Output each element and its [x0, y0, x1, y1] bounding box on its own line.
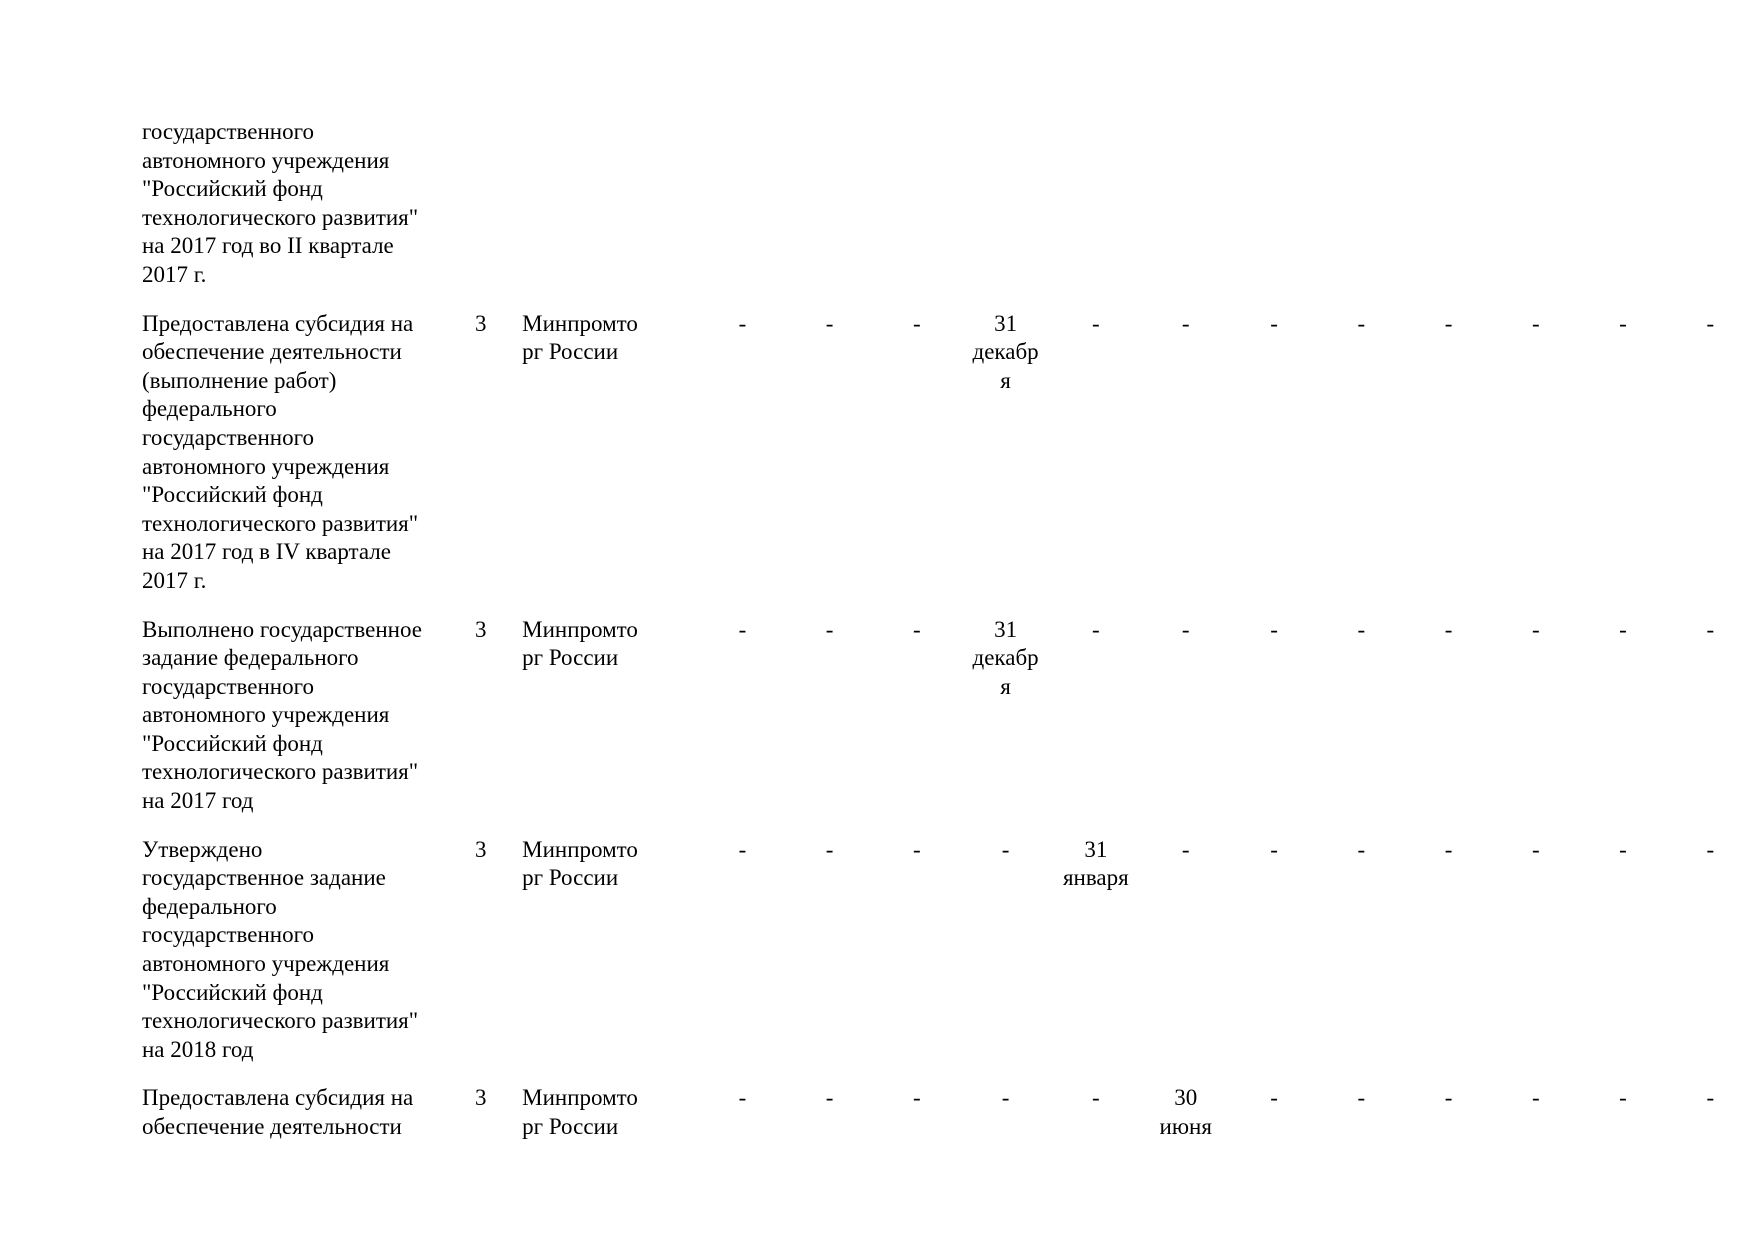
period-cell: -: [1531, 836, 1540, 862]
period-cell: -: [825, 310, 834, 336]
period-cell: [1492, 118, 1579, 310]
period-cell: -: [1270, 310, 1278, 336]
schedule-table: [142, 118, 1754, 1162]
period-cell: -: [1706, 836, 1715, 862]
event-description: Выполнено государственное задание федерального государственного автономного учреждения "Российский фонд технологического развития" на 2017 год: [142, 616, 422, 814]
period-cell: -: [1531, 310, 1540, 336]
period-cell: -: [1181, 836, 1190, 862]
event-type-number: 3: [475, 1085, 487, 1111]
period-cell: -: [1619, 836, 1627, 862]
period-cell: 31 декабр я: [972, 616, 1039, 699]
period-cell: -: [1270, 836, 1278, 862]
period-cell: -: [913, 310, 921, 336]
period-cell: -: [1706, 616, 1715, 642]
period-cell: -: [1357, 616, 1366, 642]
period-cell: -: [1357, 1085, 1366, 1111]
responsible-organization: Минпромто рг России: [522, 310, 638, 365]
table-row: [142, 118, 1754, 310]
period-cell: [873, 118, 960, 310]
period-cell: -: [1270, 1085, 1278, 1111]
period-cell: 30 июня: [1159, 1085, 1212, 1139]
period-cell: -: [825, 1085, 834, 1111]
event-type-number: [454, 118, 507, 310]
period-cell: -: [1001, 836, 1010, 862]
period-cell: -: [1092, 616, 1100, 642]
period-cell: -: [913, 616, 921, 642]
period-cell: [960, 118, 1050, 310]
period-cell: -: [1706, 1085, 1715, 1111]
period-cell: -: [1092, 310, 1100, 336]
period-cell: -: [913, 1085, 921, 1111]
event-description: Предоставлена субсидия на обеспечение деятельности (выполнение работ) федерального государственного автономного учреждения "Российский фонд технологического развития" на 2017 год в IV квартале 2017 г.: [142, 310, 419, 593]
period-cell: 31 января: [1062, 836, 1129, 891]
period-cell: [699, 118, 786, 310]
table-row: [142, 310, 1754, 616]
period-cell: -: [738, 310, 747, 336]
period-cell: -: [1444, 616, 1453, 642]
event-type-number: 3: [475, 836, 487, 862]
event-type-number: 3: [475, 616, 487, 642]
table-row: [142, 836, 1754, 1085]
period-cell: -: [1531, 1085, 1540, 1111]
period-cell: [1051, 118, 1141, 310]
period-cell: 31 декабр я: [972, 310, 1039, 393]
period-cell: -: [1357, 836, 1366, 862]
period-cell: -: [1619, 310, 1627, 336]
period-cell: -: [1270, 616, 1278, 642]
responsible-organization: Минпромто рг России: [522, 1085, 638, 1139]
period-cell: -: [825, 616, 834, 642]
period-cell: [1141, 118, 1231, 310]
period-cell: -: [1706, 310, 1715, 336]
table-row: [142, 1084, 1754, 1161]
event-description: государственного автономного учреждения "Российский фонд технологического развития" на 2017 год во II квартале 2017 г.: [142, 119, 419, 287]
event-type-number: 3: [475, 310, 487, 336]
period-cell: -: [1181, 310, 1190, 336]
table-row: [142, 616, 1754, 836]
period-cell: -: [738, 1085, 747, 1111]
period-cell: -: [1444, 310, 1453, 336]
period-cell: [1318, 118, 1405, 310]
period-cell: [1405, 118, 1492, 310]
period-cell: -: [1619, 1085, 1627, 1111]
period-cell: -: [913, 836, 921, 862]
table-body: [142, 118, 1754, 1162]
period-cell: [1579, 118, 1666, 310]
period-cell: [1231, 118, 1318, 310]
period-cell: -: [1619, 616, 1627, 642]
period-cell: -: [825, 836, 834, 862]
period-cell: -: [1444, 836, 1453, 862]
period-cell: -: [1092, 1085, 1100, 1111]
period-cell: [1667, 118, 1754, 310]
responsible-organization: Минпромто рг России: [522, 836, 638, 891]
period-cell: -: [1531, 616, 1540, 642]
period-cell: -: [738, 616, 747, 642]
responsible-organization: [507, 118, 699, 310]
period-cell: -: [1444, 1085, 1453, 1111]
period-cell: [786, 118, 873, 310]
period-cell: -: [1357, 310, 1366, 336]
event-description: Утверждено государственное задание федерального государственного автономного учреждения "Российский фонд технологического развития" на 2018 год: [142, 836, 419, 1062]
event-description: Предоставлена субсидия на обеспечение деятельности: [142, 1085, 414, 1139]
period-cell: -: [1001, 1085, 1010, 1111]
period-cell: -: [738, 836, 747, 862]
responsible-organization: Минпромто рг России: [522, 616, 638, 671]
period-cell: -: [1181, 616, 1190, 642]
